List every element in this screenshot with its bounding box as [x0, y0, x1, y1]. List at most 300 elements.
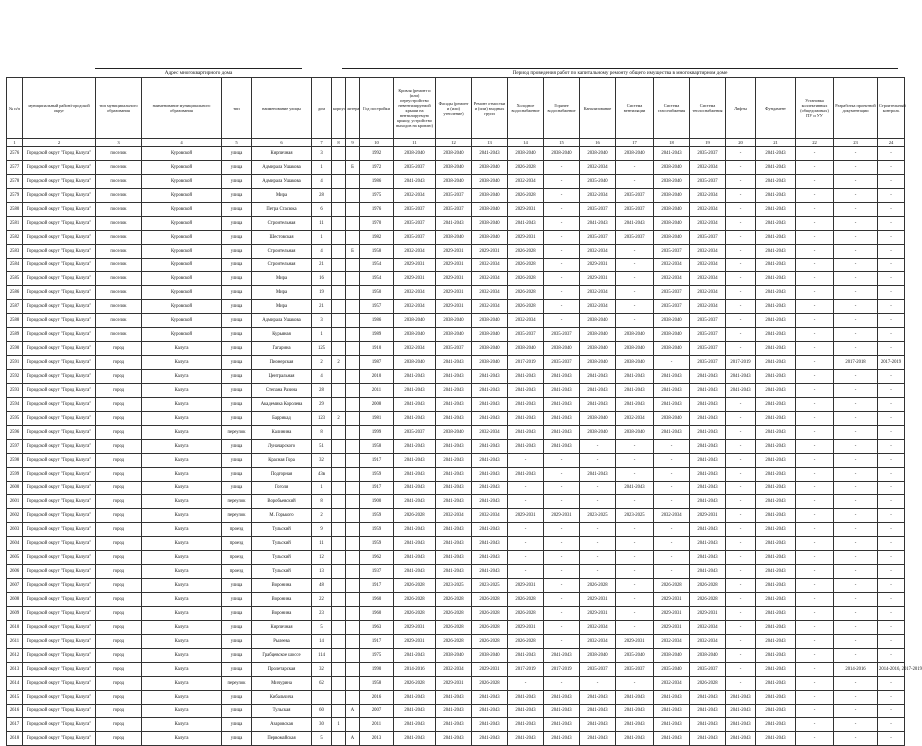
- table-cell: 2041-2043: [616, 481, 654, 495]
- table-cell: 2041-2043: [544, 397, 580, 411]
- table-cell: 2041-2043: [472, 537, 508, 551]
- table-cell: [346, 523, 360, 537]
- table-cell: 2038-2040: [472, 648, 508, 662]
- table-cell: 2041-2043: [394, 174, 436, 188]
- table-cell: 1957: [360, 300, 394, 314]
- table-cell: -: [726, 509, 756, 523]
- table-cell: 2041-2043: [756, 147, 796, 161]
- table-cell: Красная Гора: [252, 453, 312, 467]
- table-cell: -: [878, 537, 905, 551]
- table-cell: 1910: [360, 342, 394, 356]
- table-cell: 2032-2034: [654, 258, 690, 272]
- table-cell: 2038-2040: [654, 202, 690, 216]
- table-cell: -: [616, 258, 654, 272]
- table-cell: 23: [312, 606, 332, 620]
- table-cell: -: [726, 495, 756, 509]
- table-cell: поселок: [96, 258, 142, 272]
- table-cell: 2: [312, 509, 332, 523]
- column-number: 20: [726, 139, 756, 147]
- table-cell: Калуга: [142, 718, 222, 732]
- table-cell: [332, 397, 346, 411]
- table-cell: 2026-2028: [472, 620, 508, 634]
- table-cell: -: [726, 272, 756, 286]
- table-cell: 2029-2031: [544, 509, 580, 523]
- table-cell: 2041-2043: [756, 174, 796, 188]
- table-cell: [346, 565, 360, 579]
- table-cell: 2035-2037: [544, 356, 580, 370]
- table-cell: -: [580, 523, 616, 537]
- table-cell: -: [580, 481, 616, 495]
- table-cell: улица: [222, 258, 252, 272]
- column-header: Фасады (ремонт и (или) утепление): [436, 78, 472, 139]
- table-cell: улица: [222, 648, 252, 662]
- table-cell: 2041-2043: [508, 467, 544, 481]
- table-cell: 2041-2043: [436, 383, 472, 397]
- table-cell: 2032-2034: [394, 300, 436, 314]
- table-cell: 2032-2034: [394, 342, 436, 356]
- table-cell: город: [96, 509, 142, 523]
- column-header: литера: [346, 78, 360, 139]
- table-cell: 1959: [360, 509, 394, 523]
- table-cell: Воронина: [252, 593, 312, 607]
- table-cell: 2041-2043: [580, 370, 616, 384]
- table-cell: 32: [312, 453, 332, 467]
- column-header: Лифты: [726, 78, 756, 139]
- table-cell: 2026-2028: [508, 258, 544, 272]
- table-cell: -: [654, 523, 690, 537]
- table-cell: 2016: [360, 690, 394, 704]
- table-cell: Мира: [252, 272, 312, 286]
- table-cell: Грабцевское шоссе: [252, 648, 312, 662]
- table-cell: [346, 370, 360, 384]
- table-cell: 2035-2037: [508, 328, 544, 342]
- table-cell: [346, 579, 360, 593]
- table-cell: Курьяная: [252, 328, 312, 342]
- table-cell: 5: [312, 732, 332, 746]
- table-cell: 1937: [360, 565, 394, 579]
- column-header: муниципальный район/городской округ: [23, 78, 96, 139]
- table-cell: 2029-2031: [580, 258, 616, 272]
- table-row: [7, 565, 905, 579]
- table-cell: -: [796, 286, 834, 300]
- table-cell: 2032-2034: [508, 174, 544, 188]
- table-cell: [332, 439, 346, 453]
- table-cell: -: [878, 314, 905, 328]
- table-row: [7, 732, 905, 746]
- table-cell: -: [834, 704, 878, 718]
- table-cell: город: [96, 606, 142, 620]
- table-cell: -: [878, 244, 905, 258]
- table-row: [7, 216, 905, 230]
- table-cell: 2032-2034: [580, 160, 616, 174]
- table-cell: -: [654, 439, 690, 453]
- table-cell: 2029-2031: [436, 244, 472, 258]
- table-cell: город: [96, 732, 142, 746]
- table-cell: 2: [312, 356, 332, 370]
- table-cell: 2041-2043: [544, 411, 580, 425]
- table-cell: 2041-2043: [756, 314, 796, 328]
- table-cell: -: [834, 606, 878, 620]
- table-cell: 2038-2040: [508, 342, 544, 356]
- table-cell: -: [878, 383, 905, 397]
- table-cell: поселок: [96, 188, 142, 202]
- table-cell: 2604: [7, 537, 23, 551]
- table-cell: -: [834, 523, 878, 537]
- table-cell: -: [878, 509, 905, 523]
- table-cell: улица: [222, 481, 252, 495]
- table-cell: [346, 411, 360, 425]
- table-cell: -: [544, 467, 580, 481]
- table-cell: улица: [222, 160, 252, 174]
- table-cell: 2035-2037: [654, 244, 690, 258]
- table-cell: -: [796, 453, 834, 467]
- column-number: 13: [472, 139, 508, 147]
- table-cell: город: [96, 579, 142, 593]
- table-cell: 28: [312, 383, 332, 397]
- table-cell: 2041-2043: [616, 718, 654, 732]
- column-header: Год постройки: [360, 78, 394, 139]
- table-cell: 2023-2025: [616, 509, 654, 523]
- table-cell: -: [544, 551, 580, 565]
- table-cell: [346, 509, 360, 523]
- table-cell: 2041-2043: [756, 202, 796, 216]
- table-cell: Калуга: [142, 551, 222, 565]
- table-cell: 2041-2043: [690, 425, 726, 439]
- table-cell: 2026-2028: [690, 593, 726, 607]
- table-cell: 2029-2031: [690, 606, 726, 620]
- table-cell: улица: [222, 690, 252, 704]
- table-cell: Куровской: [142, 147, 222, 161]
- table-cell: -: [878, 328, 905, 342]
- table-cell: 2041-2043: [726, 690, 756, 704]
- table-cell: [332, 565, 346, 579]
- table-cell: -: [544, 634, 580, 648]
- table-cell: -: [834, 690, 878, 704]
- table-cell: -: [834, 718, 878, 732]
- schedule-sheet: [6, 68, 922, 746]
- table-cell: 2041-2043: [436, 704, 472, 718]
- table-cell: 2041-2043: [756, 662, 796, 676]
- table-cell: -: [796, 579, 834, 593]
- table-cell: -: [796, 300, 834, 314]
- table-cell: 2041-2043: [508, 718, 544, 732]
- table-cell: -: [726, 662, 756, 676]
- table-cell: 2038-2040: [436, 648, 472, 662]
- table-cell: 2041-2043: [654, 718, 690, 732]
- table-cell: 2041-2043: [756, 634, 796, 648]
- table-cell: [332, 648, 346, 662]
- table-cell: Калуга: [142, 356, 222, 370]
- table-cell: город: [96, 453, 142, 467]
- table-cell: 2026-2028: [508, 300, 544, 314]
- table-cell: 2017-2019: [508, 356, 544, 370]
- table-cell: Воронина: [252, 579, 312, 593]
- table-cell: 2041-2043: [394, 370, 436, 384]
- table-cell: 2035-2037: [436, 342, 472, 356]
- table-cell: 2592: [7, 370, 23, 384]
- table-cell: поселок: [96, 174, 142, 188]
- table-cell: 2038-2040: [616, 356, 654, 370]
- table-cell: 2041-2043: [756, 732, 796, 746]
- table-cell: [346, 439, 360, 453]
- table-cell: 1989: [360, 328, 394, 342]
- table-cell: Городской округ "Город Калуга": [23, 537, 96, 551]
- table-cell: [332, 593, 346, 607]
- table-row: [7, 620, 905, 634]
- table-cell: город: [96, 620, 142, 634]
- table-cell: -: [796, 411, 834, 425]
- table-cell: 2035-2037: [690, 356, 726, 370]
- table-cell: 1: [312, 230, 332, 244]
- column-number: 10: [360, 139, 394, 147]
- table-cell: -: [834, 314, 878, 328]
- column-header: Система теплоснабжения: [690, 78, 726, 139]
- table-cell: -: [878, 593, 905, 607]
- table-cell: -: [878, 411, 905, 425]
- table-cell: 2041-2043: [690, 732, 726, 746]
- table-cell: поселок: [96, 300, 142, 314]
- table-cell: 2041-2043: [756, 425, 796, 439]
- table-cell: 1960: [360, 593, 394, 607]
- table-cell: Калуга: [142, 425, 222, 439]
- table-cell: 2035-2037: [690, 230, 726, 244]
- table-cell: [346, 495, 360, 509]
- table-cell: 2041-2043: [690, 397, 726, 411]
- table-cell: 2041-2043: [472, 523, 508, 537]
- table-cell: 4: [312, 174, 332, 188]
- table-cell: Калуга: [142, 495, 222, 509]
- table-cell: 2041-2043: [756, 160, 796, 174]
- table-cell: 2041-2043: [756, 258, 796, 272]
- table-cell: 2029-2031: [508, 509, 544, 523]
- table-cell: -: [654, 356, 690, 370]
- table-cell: [332, 300, 346, 314]
- table-cell: 2041-2043: [690, 467, 726, 481]
- column-number: 11: [394, 139, 436, 147]
- table-cell: 2038-2040: [654, 328, 690, 342]
- table-cell: 2029-2031: [508, 579, 544, 593]
- table-cell: -: [544, 495, 580, 509]
- table-cell: улица: [222, 411, 252, 425]
- table-cell: 2032-2034: [690, 634, 726, 648]
- table-cell: поселок: [96, 202, 142, 216]
- table-cell: 2038-2040: [580, 147, 616, 161]
- table-cell: -: [878, 216, 905, 230]
- table-cell: 2614: [7, 676, 23, 690]
- table-row: [7, 147, 905, 161]
- table-cell: 2605: [7, 551, 23, 565]
- table-cell: 2029-2031: [472, 244, 508, 258]
- table-cell: 2032-2034: [436, 509, 472, 523]
- table-cell: 2029-2031: [436, 300, 472, 314]
- table-cell: А: [346, 704, 360, 718]
- table-cell: -: [726, 202, 756, 216]
- table-cell: 51: [312, 439, 332, 453]
- table-cell: 2041-2043: [756, 342, 796, 356]
- table-cell: 2041-2043: [756, 620, 796, 634]
- table-cell: 2618: [7, 732, 23, 746]
- table-row: [7, 704, 905, 718]
- table-cell: -: [834, 537, 878, 551]
- table-cell: -: [616, 244, 654, 258]
- table-cell: 2601: [7, 495, 23, 509]
- table-cell: 2041-2043: [580, 467, 616, 481]
- table-cell: 2041-2043: [436, 551, 472, 565]
- table-cell: 2038-2040: [436, 230, 472, 244]
- table-cell: Пролетарская: [252, 662, 312, 676]
- table-cell: Городской округ "Город Калуга": [23, 620, 96, 634]
- table-cell: -: [616, 537, 654, 551]
- table-cell: 2041-2043: [436, 216, 472, 230]
- table-cell: Калуга: [142, 383, 222, 397]
- table-cell: 2607: [7, 579, 23, 593]
- table-cell: 1958: [360, 439, 394, 453]
- table-cell: -: [796, 495, 834, 509]
- table-cell: 2587: [7, 300, 23, 314]
- table-cell: 2041-2043: [756, 523, 796, 537]
- table-cell: улица: [222, 383, 252, 397]
- table-cell: Куровской: [142, 160, 222, 174]
- table-cell: -: [616, 620, 654, 634]
- table-cell: Калуга: [142, 648, 222, 662]
- table-cell: 2041-2043: [654, 397, 690, 411]
- table-cell: 2041-2043: [654, 732, 690, 746]
- table-cell: Городской округ "Город Калуга": [23, 147, 96, 161]
- table-cell: Городской округ "Город Калуга": [23, 314, 96, 328]
- table-cell: Городской округ "Город Калуга": [23, 606, 96, 620]
- table-cell: 2041-2043: [472, 718, 508, 732]
- table-cell: -: [796, 216, 834, 230]
- table-cell: Куровской: [142, 244, 222, 258]
- table-cell: -: [544, 314, 580, 328]
- table-cell: 19: [312, 286, 332, 300]
- table-cell: 1954: [360, 258, 394, 272]
- table-cell: 2038-2040: [654, 160, 690, 174]
- table-cell: -: [508, 537, 544, 551]
- column-header: № п/п: [7, 78, 23, 139]
- table-cell: 2041-2043: [508, 648, 544, 662]
- table-cell: 2032-2034: [690, 244, 726, 258]
- table-cell: 2038-2040: [654, 216, 690, 230]
- table-cell: Куровской: [142, 300, 222, 314]
- table-cell: 2041-2043: [394, 411, 436, 425]
- table-cell: 2035-2037: [616, 188, 654, 202]
- table-cell: -: [616, 467, 654, 481]
- table-cell: улица: [222, 300, 252, 314]
- table-cell: -: [508, 551, 544, 565]
- table-cell: 2041-2043: [394, 565, 436, 579]
- table-row: [7, 551, 905, 565]
- table-cell: Городской округ "Город Калуга": [23, 411, 96, 425]
- table-cell: [346, 286, 360, 300]
- table-cell: -: [878, 286, 905, 300]
- table-cell: 2038-2040: [544, 342, 580, 356]
- table-cell: Калуга: [142, 509, 222, 523]
- column-number: 21: [756, 139, 796, 147]
- table-cell: город: [96, 634, 142, 648]
- table-cell: Городской округ "Город Калуга": [23, 425, 96, 439]
- table-cell: 2041-2043: [580, 718, 616, 732]
- table-cell: улица: [222, 579, 252, 593]
- table-cell: 2041-2043: [544, 704, 580, 718]
- table-cell: 123: [312, 411, 332, 425]
- table-cell: 2041-2043: [756, 593, 796, 607]
- table-cell: 2041-2043: [544, 648, 580, 662]
- table-cell: Кирпичная: [252, 147, 312, 161]
- table-cell: 1962: [360, 551, 394, 565]
- column-number-row: [7, 139, 905, 147]
- table-cell: -: [834, 467, 878, 481]
- table-cell: Городской округ "Город Калуга": [23, 690, 96, 704]
- table-cell: -: [726, 216, 756, 230]
- table-cell: [346, 634, 360, 648]
- table-row: [7, 188, 905, 202]
- table-cell: 8: [312, 495, 332, 509]
- table-cell: 1959: [360, 537, 394, 551]
- table-cell: [332, 147, 346, 161]
- table-cell: 2041-2043: [616, 216, 654, 230]
- table-cell: 2041-2043: [508, 216, 544, 230]
- table-cell: 2041-2043: [508, 383, 544, 397]
- table-cell: -: [726, 244, 756, 258]
- table-cell: -: [796, 676, 834, 690]
- table-row: [7, 328, 905, 342]
- table-cell: 2014-2016, 2017-2019: [878, 662, 905, 676]
- table-cell: 2038-2040: [394, 314, 436, 328]
- table-cell: 2041-2043: [436, 467, 472, 481]
- table-cell: 2041-2043: [756, 328, 796, 342]
- table-cell: 2038-2040: [654, 174, 690, 188]
- table-cell: -: [796, 439, 834, 453]
- table-cell: улица: [222, 230, 252, 244]
- table-cell: 14: [312, 634, 332, 648]
- table-cell: -: [726, 258, 756, 272]
- table-cell: 2041-2043: [472, 147, 508, 161]
- table-cell: -: [834, 593, 878, 607]
- table-cell: -: [544, 620, 580, 634]
- table-cell: 2026-2028: [394, 676, 436, 690]
- table-row: [7, 202, 905, 216]
- table-cell: 2597: [7, 439, 23, 453]
- table-cell: -: [796, 662, 834, 676]
- table-cell: [346, 718, 360, 732]
- table-cell: 2041-2043: [756, 230, 796, 244]
- table-cell: 16: [312, 272, 332, 286]
- table-cell: 1900: [360, 495, 394, 509]
- table-cell: 2041-2043: [394, 537, 436, 551]
- table-cell: 2590: [7, 342, 23, 356]
- table-cell: 22: [312, 593, 332, 607]
- table-cell: 2026-2028: [654, 579, 690, 593]
- table-cell: Адмирала Ушакова: [252, 174, 312, 188]
- table-cell: -: [726, 425, 756, 439]
- table-cell: 2038-2040: [472, 216, 508, 230]
- column-header: наименование улицы: [252, 78, 312, 139]
- table-cell: 2032-2034: [580, 300, 616, 314]
- table-cell: 2041-2043: [756, 188, 796, 202]
- table-cell: 13: [312, 565, 332, 579]
- table-cell: -: [878, 147, 905, 161]
- table-cell: -: [616, 523, 654, 537]
- table-cell: 3: [312, 147, 332, 161]
- table-cell: 1982: [360, 230, 394, 244]
- table-cell: 2038-2040: [616, 328, 654, 342]
- table-cell: -: [796, 258, 834, 272]
- table-cell: 2029-2031: [508, 230, 544, 244]
- table-cell: 2038-2040: [436, 160, 472, 174]
- table-cell: улица: [222, 286, 252, 300]
- table-cell: -: [796, 718, 834, 732]
